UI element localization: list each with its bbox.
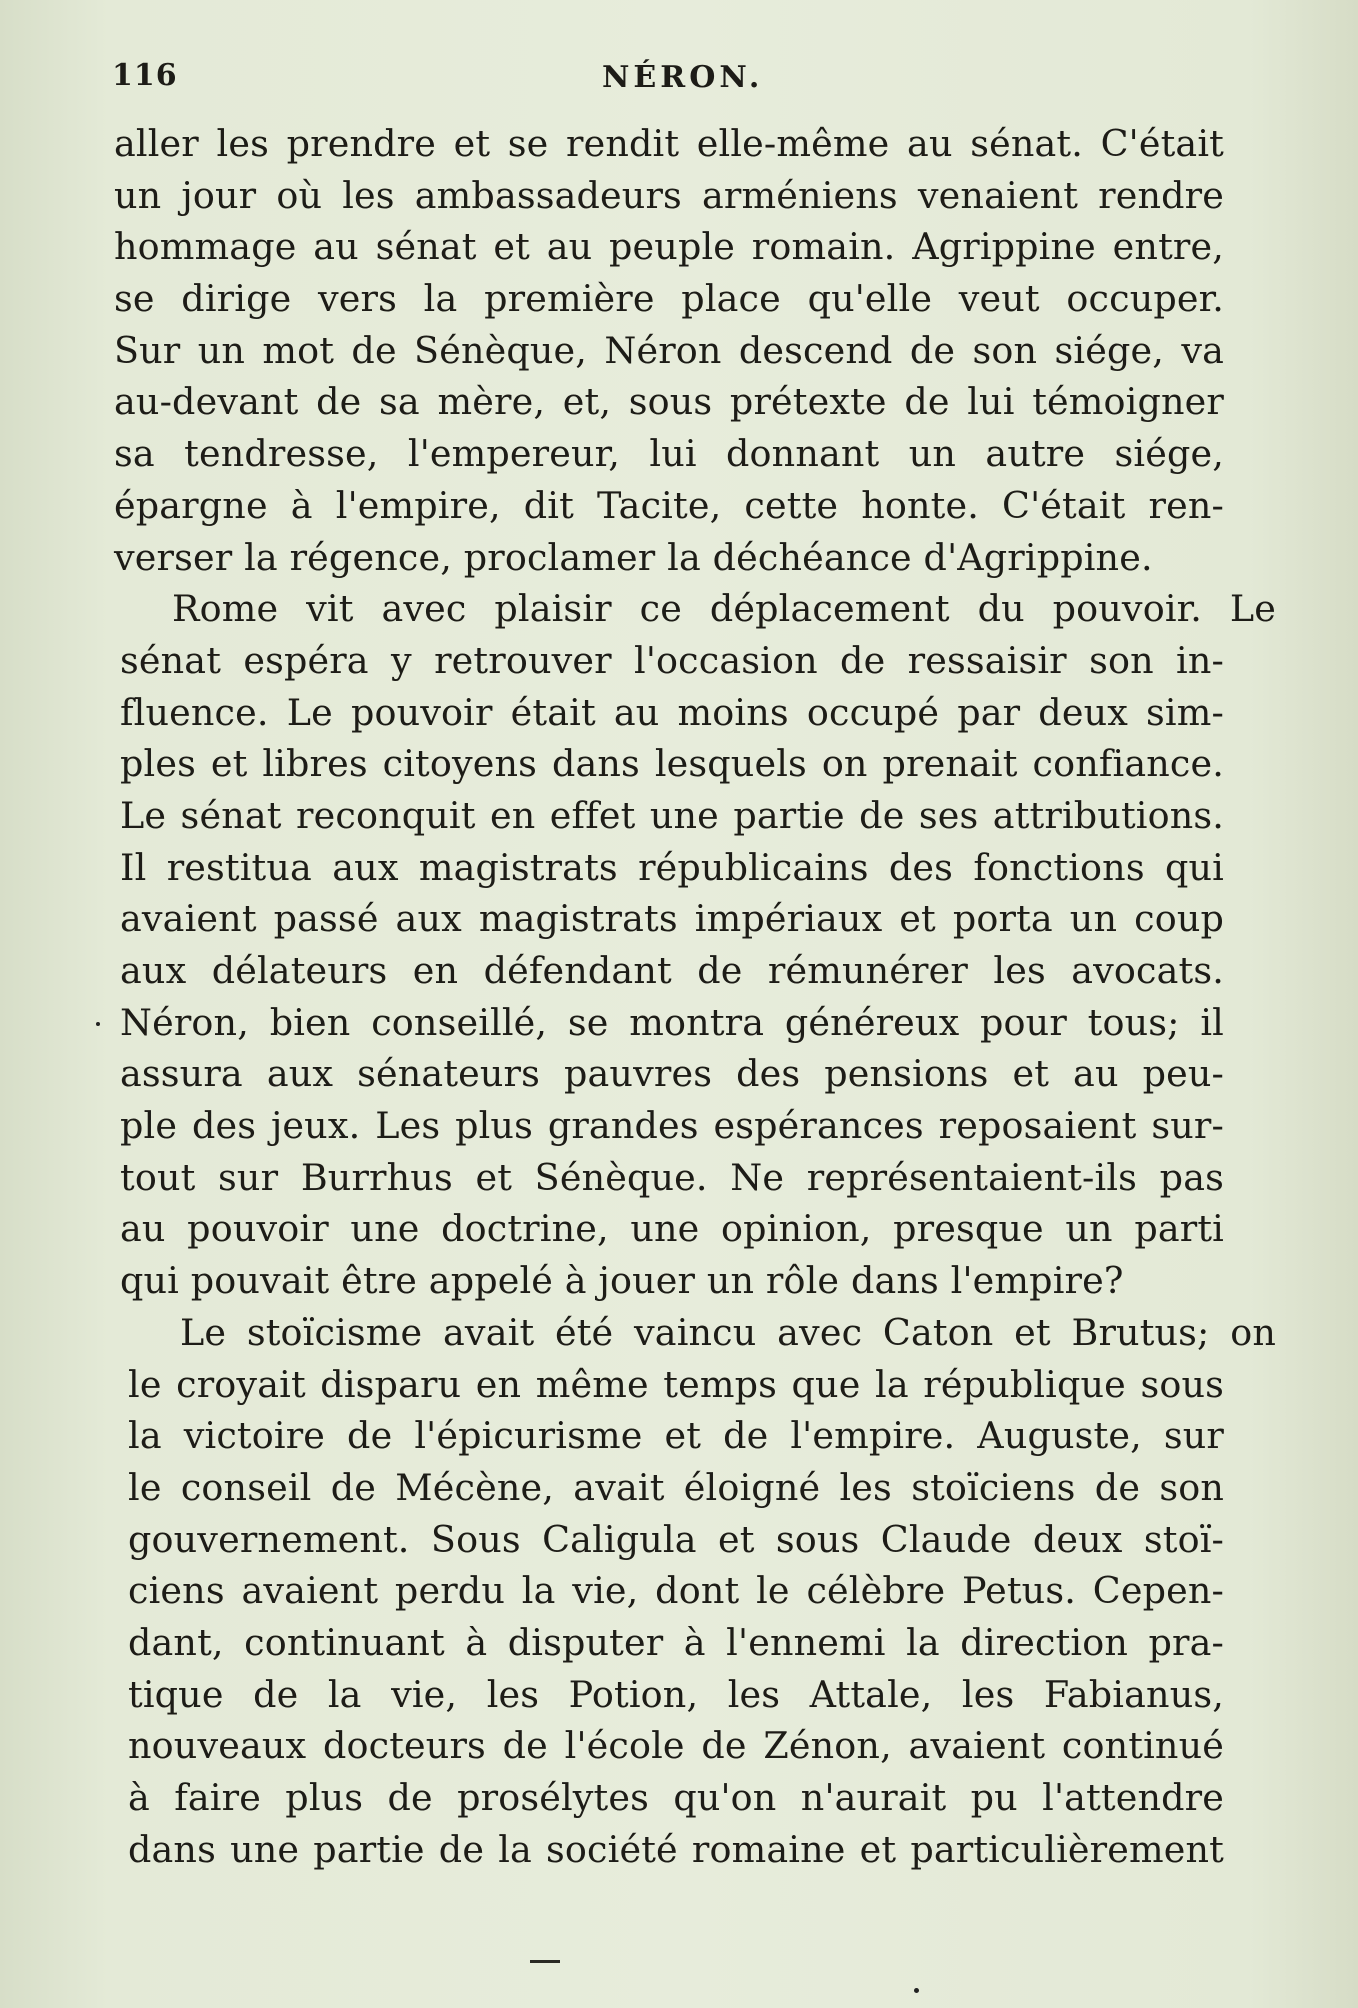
text-line: à faire plus de prosélytes qu'on n'aurait pu l'attendre: [128, 1776, 1224, 1819]
text-line: au-devant de sa mère, et, sous prétexte de lui témoigner: [114, 380, 1224, 424]
text-line: fluence. Le pouvoir était au moins occupé par deux sim-: [120, 690, 1224, 734]
text-line: assura aux sénateurs pauvres des pensions et au peu-: [120, 1052, 1224, 1096]
page-header: [112, 52, 1230, 100]
text-line: Néron, bien conseillé, se montra généreux pour tous; il: [120, 1000, 1224, 1044]
footer-mark: [530, 1960, 560, 1963]
running-title: NÉRON.: [602, 60, 764, 95]
text-line: Le sénat reconquit en effet une partie de ses attributions.: [120, 793, 1224, 837]
text-line: Il restitua aux magistrats républicains des fonctions qui: [120, 845, 1224, 889]
text-line: gouvernement. Sous Caligula et sous Claude deux stoï-: [128, 1517, 1224, 1561]
text-line: se dirige vers la première place qu'elle veut occuper.: [114, 277, 1224, 321]
text-line: sa tendresse, l'empereur, lui donnant un autre siége,: [114, 432, 1224, 476]
text-line: Rome vit avec plaisir ce déplacement du pouvoir. Le: [172, 587, 1276, 631]
text-line: Sur un mot de Sénèque, Néron descend de son siége, va: [114, 328, 1224, 372]
text-line: tique de la vie, les Potion, les Attale, les Fabianus,: [128, 1672, 1224, 1716]
text-line: la victoire de l'épicurisme et de l'empire. Auguste, sur: [128, 1414, 1224, 1458]
text-line: hommage au sénat et au peuple romain. Agrippine entre,: [114, 225, 1224, 269]
text-line: épargne à l'empire, dit Tacite, cette honte. C'était ren-: [114, 483, 1224, 527]
ink-speck: [914, 1988, 919, 1993]
text-line: nouveaux docteurs de l'école de Zénon, avaient continué: [128, 1724, 1224, 1768]
text-line: ple des jeux. Les plus grandes espérances reposaient sur-: [120, 1104, 1224, 1148]
text-line: tout sur Burrhus et Sénèque. Ne représentaient-ils pas: [120, 1155, 1224, 1199]
text-line: le croyait disparu en même temps que la république sous: [128, 1362, 1224, 1406]
text-line: Le stoïcisme avait été vaincu avec Caton et Brutus; on: [180, 1310, 1276, 1354]
text-line: au pouvoir une doctrine, une opinion, presque un parti: [120, 1207, 1224, 1251]
body-text: [114, 118, 1276, 1875]
text-line: verser la régence, proclamer la déchéance d'Agrippine.: [114, 535, 1153, 579]
text-line: un jour où les ambassadeurs arméniens venaient rendre: [114, 173, 1224, 217]
ink-speck: [96, 1022, 100, 1026]
text-line: ples et libres citoyens dans lesquels on prenait confiance.: [120, 742, 1224, 786]
text-line: dans une partie de la société romaine et particulièrement: [128, 1827, 1224, 1871]
text-line: ciens avaient perdu la vie, dont le célèbre Petus. Cepen-: [128, 1569, 1224, 1613]
text-line: avaient passé aux magistrats impériaux et porta un coup: [120, 897, 1224, 941]
text-line: le conseil de Mécène, avait éloigné les stoïciens de son: [128, 1465, 1224, 1509]
text-line: sénat espéra y retrouver l'occasion de ressaisir son in-: [120, 638, 1224, 682]
text-line: aller les prendre et se rendit elle-même au sénat. C'était: [114, 122, 1224, 165]
text-line: aux délateurs en défendant de rémunérer les avocats.: [120, 949, 1224, 992]
text-line: qui pouvait être appelé à jouer un rôle dans l'empire?: [120, 1259, 1124, 1303]
page-number: 116: [112, 58, 178, 93]
text-line: dant, continuant à disputer à l'ennemi la direction pra-: [128, 1620, 1224, 1664]
